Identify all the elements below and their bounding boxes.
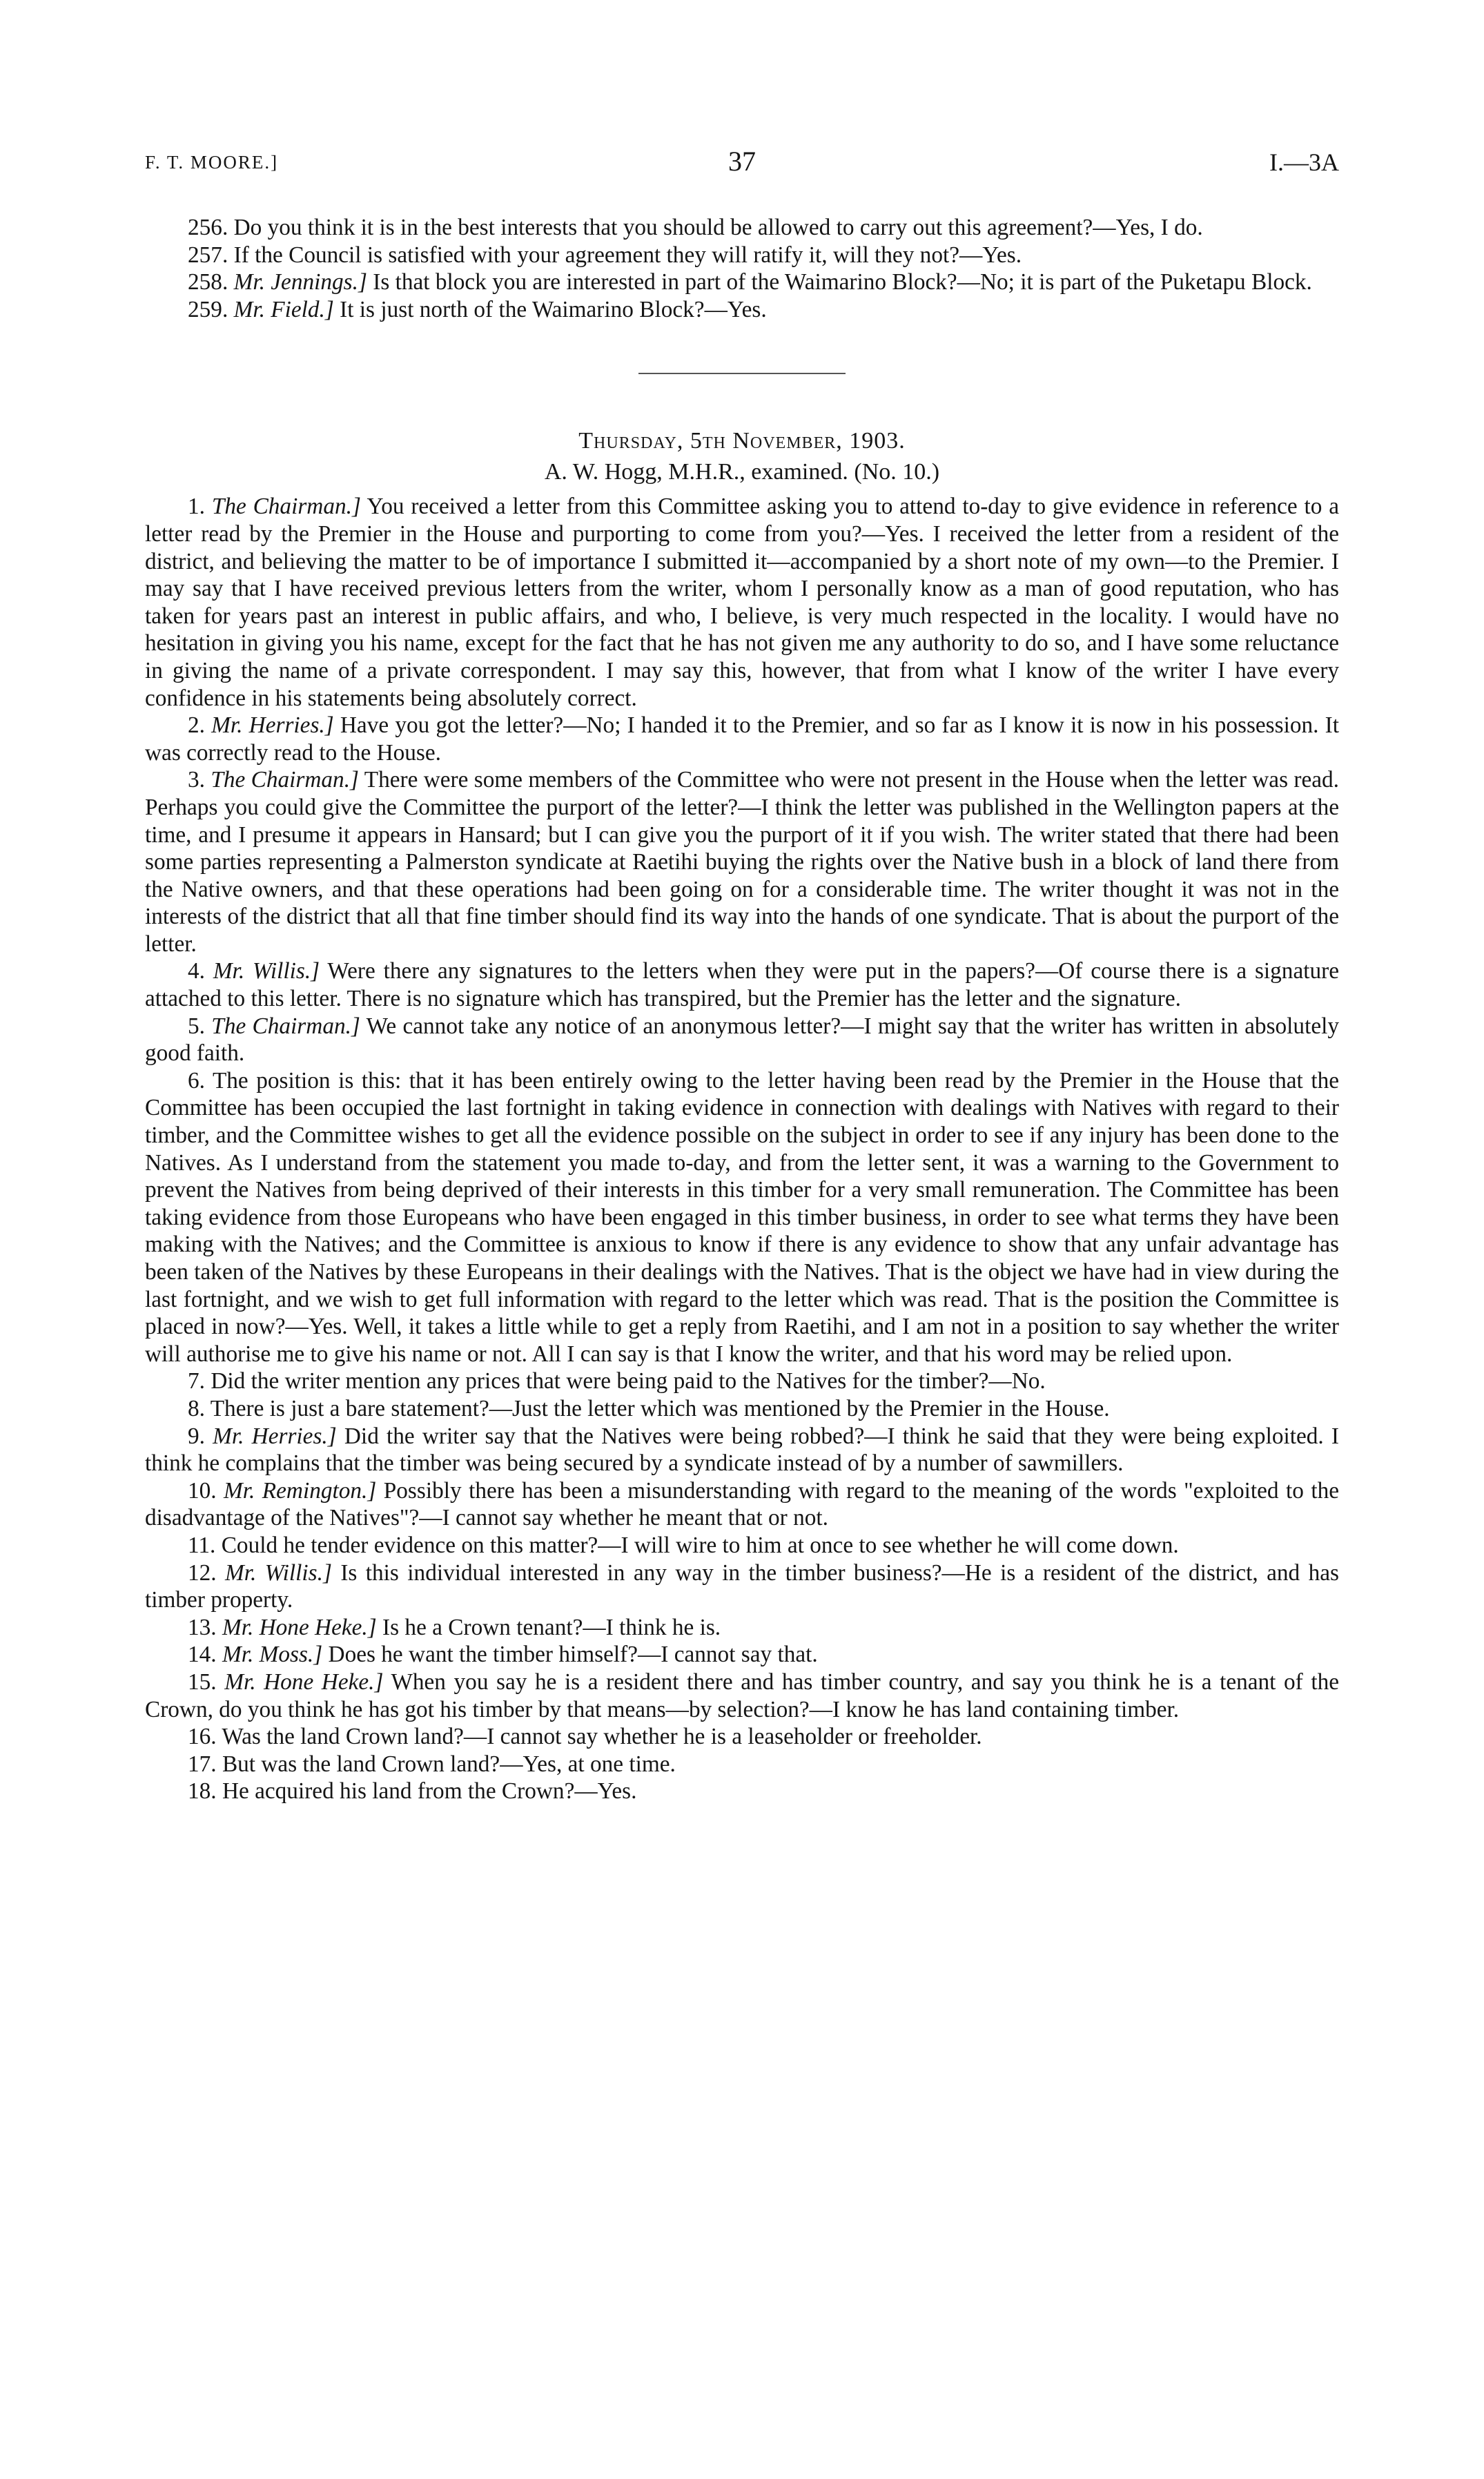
document-page bbox=[145, 145, 1339, 1805]
question-paragraph bbox=[145, 1423, 1339, 1477]
question-number: 2. bbox=[188, 712, 205, 739]
questioner-name: The Chairman.] bbox=[211, 494, 361, 520]
questioner-name: Mr. Herries.] bbox=[211, 712, 334, 739]
question-text: You received a letter from this Committee asking you to attend to-day to give evidence in reference to a letter read by the Premier in the House and purporting to come from you?—Yes. I received the letter from a resident of the district, and believing the matter to be of importance I submitted it—accompanied by a short note of my own—to the Premier. I may say that I have received previous letters from the writer, whom I personally know as a man of good reputation, who has taken for years past an interest in public affairs, and who, I believe, is very much respected in the locality. I would have no hesitation in giving you his name, except for the fact that he has not given me any authority to do so, and I have some reluctance in giving the name of a private correspondent. I may say this, however, that from what I know of the writer I have every confidence in his statements being absolutely correct. bbox=[145, 494, 1340, 711]
question-number: 3. bbox=[188, 767, 205, 793]
question-number: 257. bbox=[188, 242, 228, 268]
question-text: Do you think it is in the best interests that you should be allowed to carry out this agreement?—Yes, I do. bbox=[233, 215, 1203, 240]
questioner-name: Mr. Moss.] bbox=[222, 1642, 323, 1668]
question-paragraph bbox=[145, 1395, 1339, 1423]
question-text: Have you got the letter?—No; I handed it to the Premier, and so far as I know it is now in his possession. It was correctly read to the House. bbox=[145, 712, 1339, 766]
question-paragraph bbox=[145, 1751, 1339, 1778]
questioner-name: Mr. Field.] bbox=[233, 296, 334, 322]
question-text: He acquired his land from the Crown?—Yes. bbox=[222, 1778, 637, 1805]
question-number: 12. bbox=[188, 1559, 217, 1586]
question-paragraph bbox=[145, 214, 1339, 242]
section-examination bbox=[145, 493, 1339, 1805]
section-continuation bbox=[145, 214, 1339, 323]
question-paragraph bbox=[145, 1723, 1339, 1751]
question-paragraph bbox=[145, 766, 1339, 957]
question-number: 15. bbox=[188, 1669, 217, 1695]
questioner-name: The Chairman.] bbox=[211, 1013, 360, 1039]
question-paragraph bbox=[145, 957, 1339, 1012]
question-number: 11. bbox=[188, 1532, 216, 1558]
header-witness-name: F. T. MOORE.] bbox=[145, 152, 279, 173]
session-date: Thursday, 5th November, 1903. bbox=[578, 428, 906, 454]
question-paragraph bbox=[145, 269, 1339, 296]
question-paragraph bbox=[145, 1013, 1339, 1067]
question-text: There were some members of the Committee who were not present in the House when the letter was read. Perhaps you could give the Committee the purport of the letter?—I think the letter was published in the Wellington papers at the time, and I presume it appears in Hansard; but I can give you the purport of it if you wish. The writer stated that there had been some parties representing a Palmerston syndicate at Raetihi buying the rights over the Native bush in a block of land there from the Native owners, and that these operations had been going on for a considerable time. The writer thought it was not in the interests of the district that all that fine timber should find its way into the hands of one syndicate. That is about the purport of the letter. bbox=[145, 767, 1340, 957]
question-paragraph bbox=[145, 1532, 1339, 1559]
question-text: Possibly there has been a misunderstanding with regard to the meaning of the words "exploited to the disadvantage of the Natives"?—I cannot say whether he meant that or not. bbox=[145, 1477, 1339, 1531]
question-text: Does he want the timber himself?—I cannot say that. bbox=[328, 1642, 818, 1668]
question-number: 1. bbox=[188, 494, 205, 520]
questioner-name: Mr. Hone Heke.] bbox=[222, 1614, 377, 1640]
document-reference: I.—3A bbox=[1269, 148, 1339, 176]
question-paragraph bbox=[145, 1067, 1339, 1368]
question-text: There is just a bare statement?—Just the letter which was mentioned by the Premier in the House. bbox=[210, 1395, 1110, 1421]
question-number: 5. bbox=[188, 1013, 205, 1039]
section-divider bbox=[638, 373, 846, 374]
question-text: Were there any signatures to the letters when they were put in the papers?—Of course there is a signature attached to this letter. There is no signature which has transpired, but the Premier has the letter and the signature. bbox=[145, 958, 1339, 1012]
question-number: 4. bbox=[188, 958, 205, 984]
witness-heading bbox=[145, 457, 1339, 487]
question-number: 6. bbox=[188, 1067, 205, 1093]
question-text: It is just north of the Waimarino Block?—Yes. bbox=[340, 296, 767, 322]
question-paragraph bbox=[145, 296, 1339, 324]
question-paragraph bbox=[145, 1641, 1339, 1669]
page-number: 37 bbox=[728, 146, 756, 177]
question-number: 8. bbox=[188, 1395, 205, 1421]
question-text: Is that block you are interested in part of the Waimarino Block?—No; it is part of the Puketapu Block. bbox=[373, 269, 1312, 295]
question-paragraph bbox=[145, 1778, 1339, 1805]
question-paragraph bbox=[145, 1669, 1339, 1723]
witness-heading-text: A. W. Hogg, M.H.R., examined. (No. 10.) bbox=[544, 459, 940, 485]
question-paragraph bbox=[145, 242, 1339, 269]
question-number: 13. bbox=[188, 1614, 217, 1640]
questioner-name: Mr. Herries.] bbox=[213, 1423, 337, 1449]
question-text: We cannot take any notice of an anonymous letter?—I might say that the writer has written in absolutely good faith. bbox=[145, 1013, 1339, 1067]
question-number: 17. bbox=[188, 1751, 217, 1777]
question-text: Is this individual interested in any way in the timber business?—He is a resident of the district, and has timber property. bbox=[145, 1559, 1339, 1613]
question-text: Was the land Crown land?—I cannot say whether he is a leaseholder or freeholder. bbox=[222, 1724, 982, 1750]
questioner-name: Mr. Willis.] bbox=[225, 1559, 332, 1586]
question-number: 259. bbox=[188, 296, 228, 322]
questioner-name: Mr. Hone Heke.] bbox=[224, 1669, 384, 1695]
question-number: 256. bbox=[188, 215, 228, 240]
question-text: Is he a Crown tenant?—I think he is. bbox=[382, 1614, 721, 1640]
question-number: 258. bbox=[188, 269, 228, 295]
question-number: 18. bbox=[188, 1778, 217, 1805]
question-number: 9. bbox=[188, 1423, 205, 1449]
question-paragraph bbox=[145, 1477, 1339, 1532]
questioner-name: Mr. Jennings.] bbox=[233, 269, 367, 295]
question-paragraph bbox=[145, 493, 1339, 712]
question-number: 16. bbox=[188, 1724, 217, 1750]
question-text: Did the writer mention any prices that were being paid to the Natives for the timber?—No. bbox=[211, 1368, 1046, 1394]
question-paragraph bbox=[145, 1368, 1339, 1395]
questioner-name: Mr. Remington.] bbox=[224, 1477, 377, 1504]
question-text: When you say he is a resident there and has timber country, and say you think he is a tenant of the Crown, do you think he has got his timber by that means—by selection?—I know he has land containing timber. bbox=[145, 1669, 1339, 1722]
question-number: 14. bbox=[188, 1642, 217, 1668]
question-paragraph bbox=[145, 1559, 1339, 1614]
question-number: 7. bbox=[188, 1368, 205, 1394]
questioner-name: Mr. Willis.] bbox=[213, 958, 320, 984]
questioner-name: The Chairman.] bbox=[211, 767, 359, 793]
question-paragraph bbox=[145, 1614, 1339, 1642]
question-text: The position is this: that it has been entirely owing to the letter having been read by the Premier in the House that the Committee has been occupied the last fortnight in taking evidence in connection with dealings with Natives with regard to their timber, and the Committee wishes to get all the evidence possible on the subject in order to see if any injury has been done to the Natives. As I understand from the statement you made to-day, and from the letter sent, it was a warning to the Government to prevent the Natives from being deprived of their interests in this timber for a very small remuneration. The Committee has been taking evidence from those Europeans who have been engaged in this timber business, in order to see what terms they have been making with the Natives; and the Committee is anxious to know if there is any evidence to show that any unfair advantage has been taken of the Natives by these Europeans in their dealings with the Natives. That is the object we have had in view during the last fortnight, and we wish to get full information with regard to the letter which was read. That is the position the Committee is placed in now?—Yes. Well, it takes a little while to get a reply from Raetihi, and I am not in a position to say whether the writer will authorise me to give his name or not. All I can say is that I know the writer, and that his word may be relied upon. bbox=[145, 1067, 1340, 1367]
question-text: Did the writer say that the Natives were being robbed?—I think he said that they were being exploited. I think he complains that the timber was being secured by a syndicate instead of by a number of sawmillers. bbox=[145, 1423, 1339, 1477]
page-header bbox=[145, 145, 1339, 186]
question-paragraph bbox=[145, 712, 1339, 766]
question-number: 10. bbox=[188, 1477, 217, 1504]
question-text: If the Council is satisfied with your agreement they will ratify it, will they not?—Yes. bbox=[233, 242, 1022, 268]
question-text: But was the land Crown land?—Yes, at one time. bbox=[222, 1751, 676, 1777]
question-text: Could he tender evidence on this matter?—I will wire to him at once to see whether he will come down. bbox=[221, 1532, 1179, 1558]
